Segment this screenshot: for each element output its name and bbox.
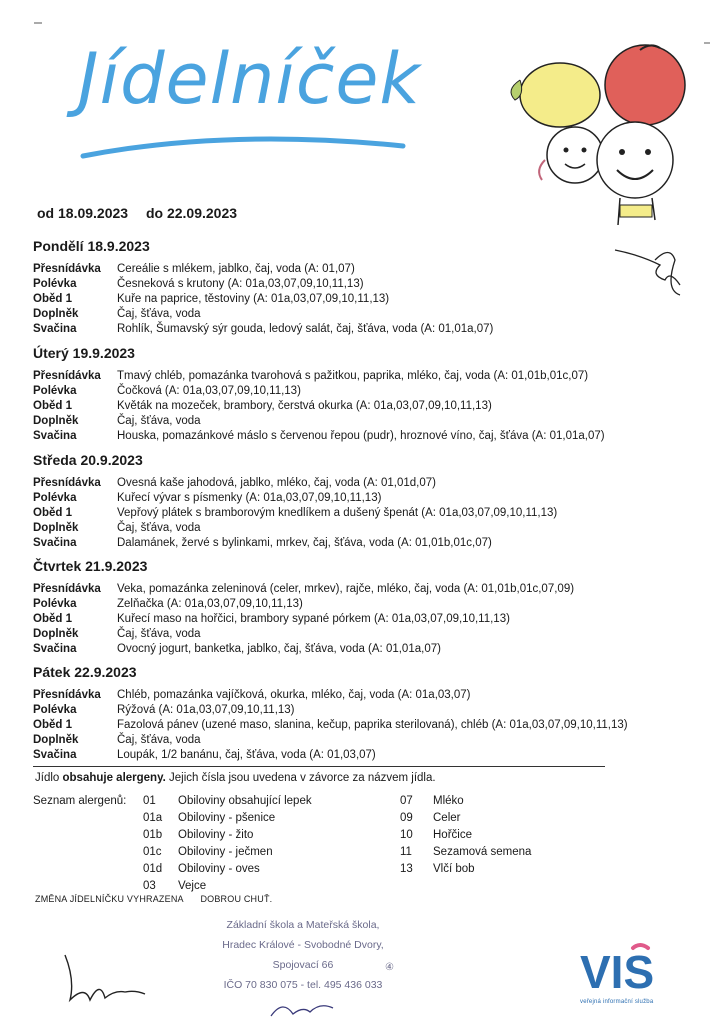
meal-label: Svačina bbox=[33, 537, 77, 549]
meal-label: Polévka bbox=[33, 598, 77, 610]
allergen-heading: Seznam alergenů: bbox=[33, 795, 127, 807]
meal-row-soup bbox=[33, 703, 693, 718]
meal-row-breakfast bbox=[33, 582, 693, 597]
meal-label: Doplněk bbox=[33, 415, 79, 427]
meal-value: Čaj, šťáva, voda bbox=[117, 308, 201, 320]
meal-row-extra bbox=[33, 733, 693, 748]
stamp-line: Hradec Králové - Svobodné Dvory, bbox=[222, 939, 384, 951]
meal-row-soup bbox=[33, 597, 693, 612]
meal-value: Zelňačka (A: 01a,03,07,09,10,11,13) bbox=[117, 598, 303, 610]
meal-row-extra bbox=[33, 627, 693, 642]
meal-label: Polévka bbox=[33, 492, 77, 504]
signature-left bbox=[60, 950, 150, 1010]
title-block bbox=[78, 38, 458, 168]
menu-change-note: ZMĚNA JÍDELNÍČKU VYHRAZENA bbox=[35, 894, 184, 904]
meal-label: Přesnídávka bbox=[33, 263, 101, 275]
meal-row-breakfast bbox=[33, 262, 693, 277]
allergen-name: Vejce bbox=[178, 880, 207, 892]
meal-value: Vepřový plátek s bramborovým knedlíkem a dušený špenát (A: 01a,03,07,09,10,11,13) bbox=[117, 507, 558, 519]
meal-row-lunch bbox=[33, 612, 693, 627]
day-title: Pondělí 18.9.2023 bbox=[33, 238, 150, 254]
meal-label: Doplněk bbox=[33, 628, 79, 640]
meal-value: Houska, pomazánkové máslo s červenou řepou (pudr), hroznové víno, čaj, šťáva (A: 01,01a,07) bbox=[117, 430, 605, 442]
meal-label: Svačina bbox=[33, 323, 77, 335]
school-stamp bbox=[198, 915, 408, 995]
day-block-friday bbox=[33, 664, 693, 763]
allergen-code: 07 bbox=[400, 795, 413, 807]
meal-value: Chléb, pomazánka vajíčková, okurka, mléko, čaj, voda (A: 01a,03,07) bbox=[117, 689, 471, 701]
meal-value: Tmavý chléb, pomazánka tvarohová s pažitkou, paprika, mléko, čaj, voda (A: 01,01b,01c,07) bbox=[117, 370, 589, 382]
allergen-code: 03 bbox=[143, 880, 156, 892]
page-title: Jídelníček bbox=[78, 38, 421, 120]
meal-row-soup bbox=[33, 384, 693, 399]
meal-label: Svačina bbox=[33, 430, 77, 442]
allergen-code: 10 bbox=[400, 829, 413, 841]
meal-value: Cereálie s mlékem, jablko, čaj, voda (A: 01,07) bbox=[117, 263, 355, 275]
meal-label: Doplněk bbox=[33, 734, 79, 746]
meal-value: Rýžová (A: 01a,03,07,09,10,11,13) bbox=[117, 704, 295, 716]
stamp-line: Spojovací 66 bbox=[272, 959, 334, 971]
meal-row-soup bbox=[33, 277, 693, 292]
stamp-line: IČO 70 830 075 - tel. 495 436 033 bbox=[223, 979, 383, 991]
day-block-thursday bbox=[33, 558, 693, 657]
allergen-code: 01 bbox=[143, 795, 156, 807]
allergen-name: Obiloviny obsahující lepek bbox=[178, 795, 312, 807]
meal-value: Čaj, šťáva, voda bbox=[117, 734, 201, 746]
meal-label: Svačina bbox=[33, 749, 77, 761]
allergen-code: 11 bbox=[400, 846, 412, 858]
meal-value: Kuře na paprice, těstoviny (A: 01a,03,07,09,10,11,13) bbox=[117, 293, 390, 305]
meal-value: Kuřecí maso na hořčici, brambory sypané pórkem (A: 01a,03,07,09,10,11,13) bbox=[117, 613, 510, 625]
meal-row-soup bbox=[33, 491, 693, 506]
meal-value: Rohlík, Šumavský sýr gouda, ledový salát, čaj, šťáva, voda (A: 01,01a,07) bbox=[117, 323, 494, 335]
footer-note bbox=[35, 894, 286, 904]
meal-value: Ovocný jogurt, banketka, jablko, čaj, šťáva, voda (A: 01,01a,07) bbox=[117, 643, 441, 655]
meal-value: Kuřecí vývar s písmenky (A: 01a,03,07,09,10,11,13) bbox=[117, 492, 382, 504]
meal-label: Polévka bbox=[33, 278, 77, 290]
divider bbox=[33, 766, 605, 767]
greeting: DOBROU CHUŤ. bbox=[200, 894, 273, 904]
day-title: Středa 20.9.2023 bbox=[33, 452, 143, 468]
meal-label: Přesnídávka bbox=[33, 370, 101, 382]
meal-label: Přesnídávka bbox=[33, 689, 101, 701]
meal-row-lunch bbox=[33, 506, 693, 521]
stamp-number-mark: ④ bbox=[385, 962, 394, 973]
day-title: Pátek 22.9.2023 bbox=[33, 664, 137, 680]
allergen-name: Hořčice bbox=[433, 829, 472, 841]
vis-logo-tagline: veřejná informační služba bbox=[580, 999, 654, 1005]
meal-row-breakfast bbox=[33, 476, 693, 491]
meal-row-lunch bbox=[33, 399, 693, 414]
day-title: Čtvrtek 21.9.2023 bbox=[33, 558, 148, 574]
meal-label: Oběd 1 bbox=[33, 613, 72, 625]
allergen-name: Obiloviny - pšenice bbox=[178, 812, 276, 824]
meal-row-snack bbox=[33, 536, 693, 551]
allergen-note-prefix: Jídlo bbox=[35, 772, 63, 784]
day-title: Úterý 19.9.2023 bbox=[33, 345, 135, 361]
meal-row-breakfast bbox=[33, 369, 693, 384]
meal-row-lunch bbox=[33, 292, 693, 307]
kids-with-fruit-illustration bbox=[490, 40, 705, 230]
meal-label: Doplněk bbox=[33, 308, 79, 320]
meal-label: Přesnídávka bbox=[33, 583, 101, 595]
date-to: do 22.09.2023 bbox=[145, 205, 238, 221]
meal-value: Fazolová pánev (uzené maso, slanina, kečup, paprika sterilovaná), chléb (A: 01a,03,07,09,10,11,13) bbox=[117, 719, 628, 731]
allergen-code: 09 bbox=[400, 812, 413, 824]
meal-label: Polévka bbox=[33, 704, 77, 716]
date-from: od 18.09.2023 bbox=[37, 205, 129, 221]
allergen-code: 13 bbox=[400, 863, 413, 875]
allergen-code: 01c bbox=[143, 846, 162, 858]
vis-logo-text: VIS bbox=[580, 946, 655, 998]
date-range bbox=[37, 205, 251, 221]
allergen-name: Celer bbox=[433, 812, 461, 824]
meal-row-snack bbox=[33, 642, 693, 657]
allergen-code: 01b bbox=[143, 829, 163, 841]
day-block-monday bbox=[33, 238, 693, 337]
signature-bottom bbox=[268, 994, 338, 1022]
scan-mark bbox=[34, 22, 42, 24]
allergen-name: Sezamová semena bbox=[433, 846, 532, 858]
meal-value: Ovesná kaše jahodová, jablko, mléko, čaj, voda (A: 01,01d,07) bbox=[117, 477, 436, 489]
allergen-note-suffix: Jejich čísla jsou uvedena v závorce za názvem jídla. bbox=[165, 772, 436, 784]
meal-label: Oběd 1 bbox=[33, 293, 72, 305]
allergen-name: Obiloviny - žito bbox=[178, 829, 254, 841]
meal-label: Polévka bbox=[33, 385, 77, 397]
meal-row-extra bbox=[33, 521, 693, 536]
allergen-name: Obiloviny - ječmen bbox=[178, 846, 273, 858]
meal-row-snack bbox=[33, 322, 693, 337]
allergen-note bbox=[35, 772, 436, 784]
meal-value: Čaj, šťáva, voda bbox=[117, 628, 201, 640]
meal-row-extra bbox=[33, 414, 693, 429]
meal-row-extra bbox=[33, 307, 693, 322]
allergen-note-bold: obsahuje alergeny. bbox=[62, 772, 166, 784]
meal-row-breakfast bbox=[33, 688, 693, 703]
meal-label: Doplněk bbox=[33, 522, 79, 534]
allergen-code: 01a bbox=[143, 812, 163, 824]
meal-value: Čočková (A: 01a,03,07,09,10,11,13) bbox=[117, 385, 301, 397]
meal-row-lunch bbox=[33, 718, 693, 733]
meal-row-snack bbox=[33, 429, 693, 444]
meal-value: Květák na mozeček, brambory, čerstvá okurka (A: 01a,03,07,09,10,11,13) bbox=[117, 400, 492, 412]
meal-label: Oběd 1 bbox=[33, 507, 72, 519]
meal-label: Oběd 1 bbox=[33, 400, 72, 412]
meal-value: Loupák, 1/2 banánu, čaj, šťáva, voda (A: 01,03,07) bbox=[117, 749, 376, 761]
allergen-name: Vlčí bob bbox=[433, 863, 475, 875]
day-block-wednesday bbox=[33, 452, 693, 551]
day-block-tuesday bbox=[33, 345, 693, 444]
meal-value: Čaj, šťáva, voda bbox=[117, 415, 201, 427]
meal-value: Veka, pomazánka zeleninová (celer, mrkev), rajče, mléko, čaj, voda (A: 01,01b,01c,07,09) bbox=[117, 583, 575, 595]
stamp-line: Základní škola a Mateřská škola, bbox=[226, 919, 380, 931]
meal-value: Česneková s krutony (A: 01a,03,07,09,10,11,13) bbox=[117, 278, 364, 290]
meal-value: Dalamánek, žervé s bylinkami, mrkev, čaj, šťáva, voda (A: 01,01b,01c,07) bbox=[117, 537, 492, 549]
meal-label: Svačina bbox=[33, 643, 77, 655]
allergen-code: 01d bbox=[143, 863, 163, 875]
meal-label: Přesnídávka bbox=[33, 477, 101, 489]
meal-value: Čaj, šťáva, voda bbox=[117, 522, 201, 534]
allergen-name: Mléko bbox=[433, 795, 464, 807]
meal-row-snack bbox=[33, 748, 693, 763]
title-swoosh bbox=[78, 126, 408, 166]
meal-label: Oběd 1 bbox=[33, 719, 72, 731]
allergen-name: Obiloviny - oves bbox=[178, 863, 260, 875]
